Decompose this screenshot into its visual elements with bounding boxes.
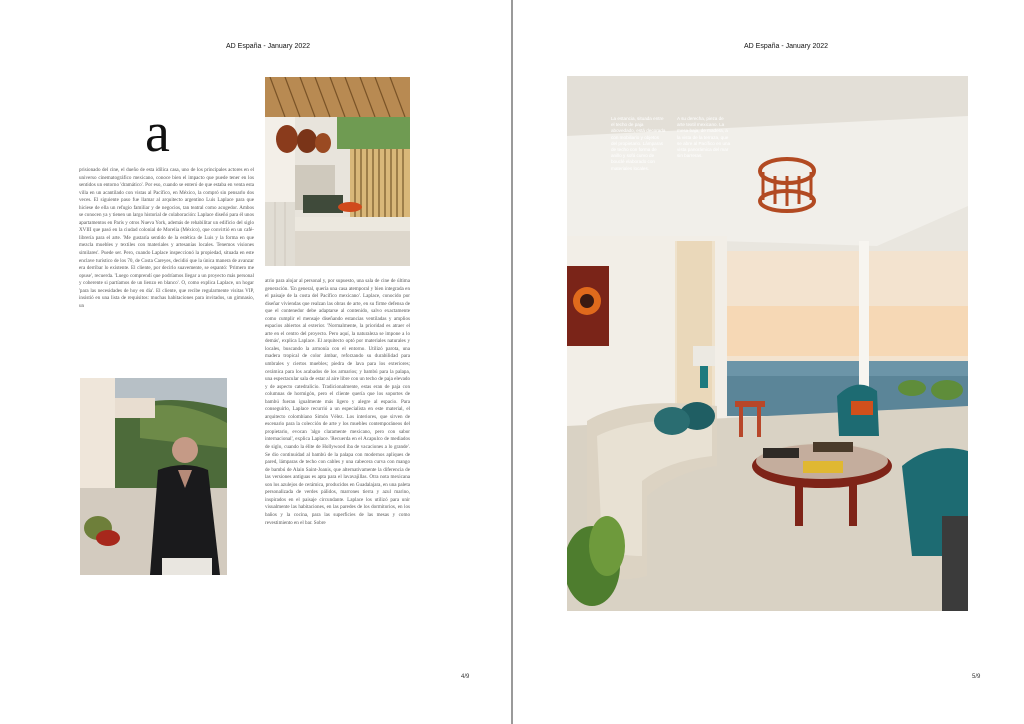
page-header-left: AD España - January 2022 (226, 43, 311, 50)
page-number-left: 4/9 (461, 674, 470, 680)
photo-caption-left: La estancia, situada entre el techo de paja abovedado, está decorada con mobiliario y objetos del propietario. Lámparas de techo con forma de anillo y sofá curvo de bouclé elaborado con materiales locales. (611, 116, 666, 171)
right-page (513, 0, 1024, 724)
page-number-right: 5/9 (972, 674, 981, 680)
kitchen-photo (265, 77, 410, 266)
article-column-1 (79, 167, 254, 365)
article-column-1-text: prisionado del cine, el dueño de esta idílica casa, uno de los principales actores en el universo cinematográfico mexicano, conoce bien el impacto que puede tener en los sentidos un entorno 'dramático'. Por eso, cuando se enteró de que estaba en venta esta villa en un acantilado con vistas al Pacífico, en México, la compró sin pensarlo dos veces. El siguiente paso fue llamar al arquitecto argentino Luis Laplace para que hiciese de ella un refugio familiar y de negocios, tan teatral como acogedor. Ambos se conocen ya y tienen un largo historial de colaboración: Laplace diseñó para él unos apartamentos en París y otros Nueva York, además de rehabilitar un edificio del siglo XVIII que pasó en la ciudad colonial de Morelia (México), que convirtió en un café-librería para el arte. 'Me gustaría sentido de la estética de Luis y la forma en que mezcla muebles y textiles con materiales y artesanías locales. Tenemos visiones similares'. Puede ser. Pero, cuando Laplace inspeccionó la propiedad, situada en este enclave turístico de los 70, de Costa Careyes, decidió que la única manera de avanzar era derribar lo existente. El cliente, por decirlo suavemente, se espantó: 'Primero me opuse', recuerda. 'Luego comprendí que podríamos llegar a un proyecto más personal y coherente si partíamos de un lienzo en blanco'. O, como explica Laplace, un hogar 'para las necesidades de hoy en día'. El cliente, que recibe regularmente visitas VIP, insistió en una lista de requisitos: muchas habitaciones para invitados, un gimnasio, un (79, 167, 254, 309)
photo-caption-right: A su derecha, pieza de arte textil mexicano. La mesa baja, de madera, a la vista de la terraza, que se abre al Pacífico en una vista panorámica del mar sin barreras. (677, 116, 731, 159)
portrait-photo (80, 378, 227, 575)
left-page (0, 0, 511, 724)
page-header-right: AD España - January 2022 (744, 43, 829, 50)
article-column-2-text: atrio para alojar al personal y, por supuesto, una sala de cine de última generación. 'En general, quería una casa atemporal y bien integrada en el paisaje de la costa del Pacífico mexicano'. Laplace, conocido por diseñar viviendas que realzan las obras de arte, en su firme defensa de que el contenedor debe adaptarse al contenido, salvo exactamente como cumplir el mensaje diseñando estancias ventiladas y amplios espacios abiertos al exterior. 'Normalmente, la prioridad es atraer el arte en el centro del proyecto. Pero aquí, la naturaleza se impone a lo demás', explica Laplace. El arquitecto optó por materiales naturales y locales, buscando la armonía con el entorno. Utilizó parota, una madera tropical de color ámbar, reforzando su durabilidad para umbrales y ciertos muebles; piedra de lava para los exteriores; cerámica para los acabados de los armarios; y bambú para la palapa, una espectacular sala de estar al aire libre con un techo de paja elevado y de aspecto catedralicio. Tradicionalmente, estas eran de paja con columnas de hormigón, pero el cliente quería que los soportes de bambú fueran igualmente más ligero y alegre al espacio. Para conseguirlo, Laplace recurrió a un especialista en este material, el arquitecto colombiano Simón Vélez. Los interiores, que sirven de escenario para la colección de arte y los muebles contemporáneos del propietario, evocan 'algo claramente mexicano, pero con sabor internacional', explica Laplace. 'Recuerda en el Acapulco de mediados de siglo, cuando la élite de Hollywood iba de vacaciones a lo grande'. Se dio continuidad al bambú de la palapa con modernos apliques de pared, lámparas de techo con cables y una cabecera curva con mango de bambú de Alain Saint-Joanis, que alternativamente la diferencia de las versiones antiguas es apta para el lavavajillas. Otra nota mexicana son los azulejos de cerámica, producidos en Guadalajara, en una paleta personalizada de verdes pálidos, marrones tierra y azul marino, inspirados en el paisaje circundante. Laplace los utilizó para unir visualmente las habitaciones, en las paredes de los dormitorios, en los baños y la cocina, para las superficies de las mesas y como revestimiento en el bar. Sobre (265, 278, 410, 526)
article-column-2 (265, 278, 410, 578)
drop-cap: a (145, 102, 170, 164)
living-room-photo (567, 76, 968, 611)
